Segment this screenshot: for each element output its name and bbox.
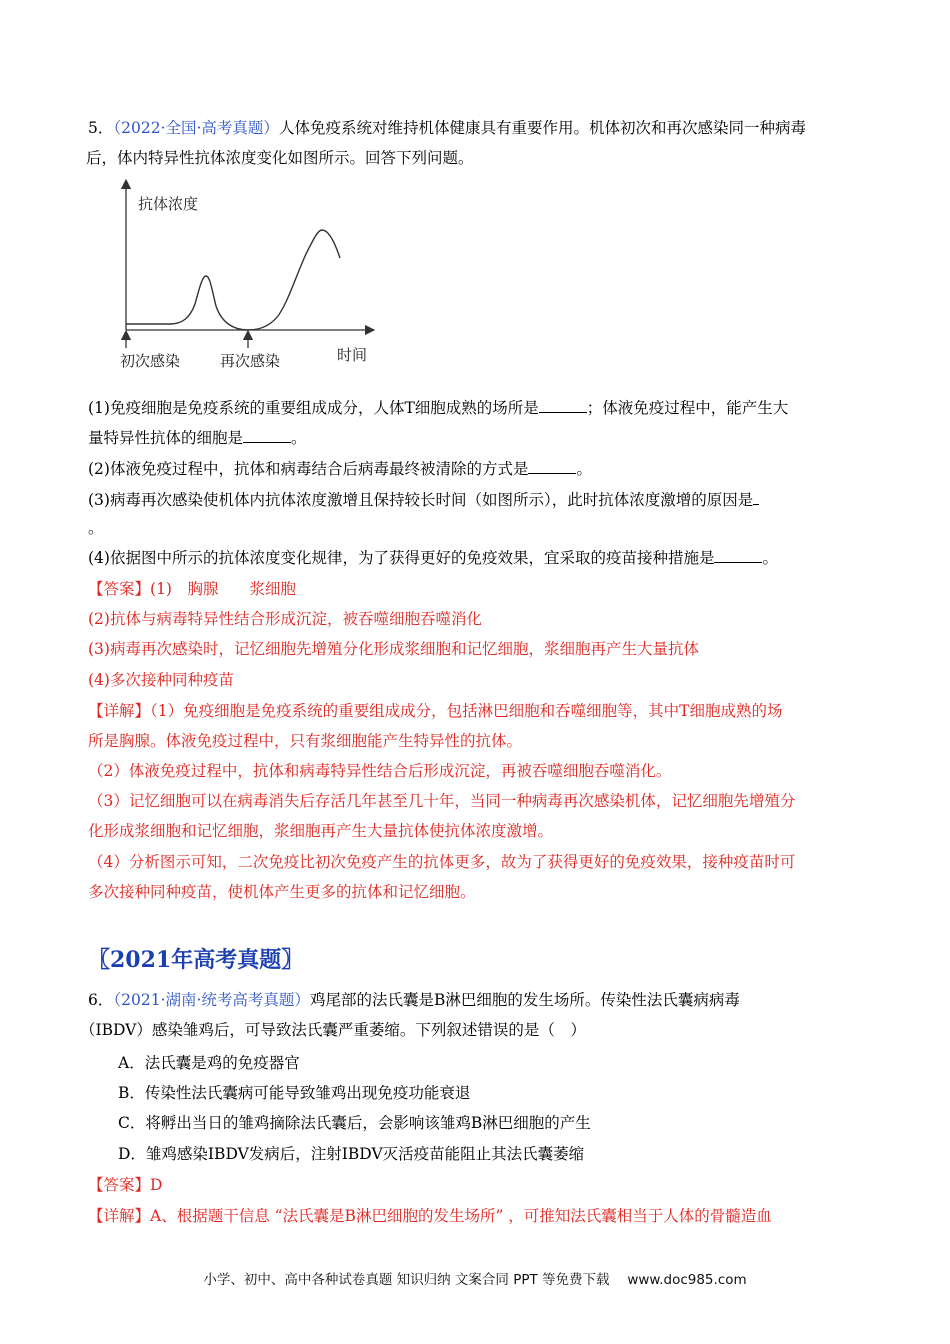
q5-answer-line2: (2)抗体与病毒特异性结合形成沉淀，被吞噬细胞吞噬消化 (88, 610, 482, 628)
answer-blank[interactable] (539, 398, 587, 413)
q5-detail-line3: （2）体液免疫过程中，抗体和病毒特异性结合后形成沉淀，再被吞噬细胞吞噬消化。 (88, 762, 672, 780)
q5-stem-line1: 5．（2022·全国·高考真题）人体免疫系统对维持机体健康具有重要作用。机体初次和再次感染同一种病毒 (88, 119, 806, 137)
q5-detail-line4: （3）记忆细胞可以在病毒消失后存活几年甚至几十年，当同一种病毒再次感染机体，记忆细胞先增殖分 (88, 792, 796, 810)
first-infection-label: 初次感染 (120, 352, 181, 370)
section-heading: 〖2021年高考真题〗 (88, 947, 304, 973)
q6-stem-line1: 6．（2021·湖南·统考高考真题）鸡尾部的法氏囊是B淋巴细胞的发生场所。传染性法氏囊病病毒 (88, 991, 740, 1009)
answer-blank[interactable] (753, 490, 759, 505)
q6-source: （2021·湖南·统考高考真题） (113, 991, 310, 1009)
q5-sub1-line2: 量特异性抗体的细胞是 。 (88, 429, 307, 447)
q5-detail-line7: 多次接种同种疫苗，使机体产生更多的抗体和记忆细胞。 (88, 883, 476, 901)
q5-answer-line1: 【答案】(1) 胸腺 浆细胞 (88, 580, 296, 598)
x-axis-label: 时间 (337, 346, 368, 364)
q5-sub3: (3)病毒再次感染使机体内抗体浓度激增且保持较长时间（如图所示），此时抗体浓度激增的原因是 (88, 490, 759, 510)
q5-detail-line6: （4）分析图示可知，二次免疫比初次免疫产生的抗体更多，故为了获得更好的免疫效果，接种疫苗时可 (88, 853, 796, 871)
detail-tag: 【详解】 (88, 702, 151, 720)
q5-sub2: (2)体液免疫过程中，抗体和病毒结合后病毒最终被清除的方式是 。 (88, 460, 592, 478)
q6-option-b[interactable]: B．传染性法氏囊病可能导致雏鸡出现免疫功能衰退 (118, 1084, 471, 1102)
detail-tag: 【详解】 (88, 1207, 151, 1225)
q5-detail-line1: 【详解】（1）免疫细胞是免疫系统的重要组成成分，包括淋巴细胞和吞噬细胞等，其中T细胞成熟的场 (88, 702, 783, 720)
q5-number: 5． (88, 119, 114, 137)
answer-tag: 【答案】 (88, 580, 151, 598)
antibody-graph (100, 178, 380, 378)
q5-detail-line5: 化形成浆细胞和记忆细胞，浆细胞再产生大量抗体使抗体浓度激增。 (88, 822, 554, 840)
q5-stem-line2: 后，体内特异性抗体浓度变化如图所示。回答下列问题。 (86, 149, 474, 167)
q6-stem-line2: （IBDV）感染雏鸡后，可导致法氏囊严重萎缩。下列叙述错误的是（ ） (80, 1021, 586, 1039)
q5-detail-line2: 所是胸腺。体液免疫过程中，只有浆细胞能产生特异性的抗体。 (88, 732, 523, 750)
second-infection-label: 再次感染 (220, 352, 281, 370)
q6-option-d[interactable]: D．雏鸡感染IBDV发病后，注射IBDV灭活疫苗能阻止其法氏囊萎缩 (118, 1145, 585, 1163)
q6-option-a[interactable]: A．法氏囊是鸡的免疫器官 (118, 1054, 300, 1072)
q5-sub4: (4)依据图中所示的抗体浓度变化规律，为了获得更好的免疫效果，宜采取的疫苗接种措施是 。 (88, 549, 778, 567)
page-footer: 小学、初中、高中各种试卷真题 知识归纳 文案合同 PPT 等免费下载 www.doc985.com (203, 1272, 747, 1288)
q5-sub1-line1: (1)免疫细胞是免疫系统的重要组成成分，人体T细胞成熟的场所是 ；体液免疫过程中，能产生大 (88, 399, 789, 417)
q6-detail-line1: 【详解】A、根据题干信息 “法氏囊是B淋巴细胞的发生场所” ，可推知法氏囊相当于人体的骨髓造血 (88, 1207, 772, 1225)
answer-blank[interactable] (714, 548, 762, 563)
q5-source: （2022·全国·高考真题） (113, 119, 279, 137)
q5-sub3-end: 。 (88, 519, 104, 537)
q6-number: 6． (88, 991, 114, 1009)
q5-answer-line4: (4)多次接种同种疫苗 (88, 671, 234, 689)
q6-option-c[interactable]: C．将孵出当日的雏鸡摘除法氏囊后，会影响该雏鸡B淋巴细胞的产生 (118, 1114, 591, 1132)
answer-tag: 【答案】 (88, 1176, 151, 1194)
answer-blank[interactable] (243, 428, 291, 443)
q5-answer-line3: (3)病毒再次感染时，记忆细胞先增殖分化形成浆细胞和记忆细胞，浆细胞再产生大量抗体 (88, 640, 699, 658)
answer-blank[interactable] (528, 459, 576, 474)
y-axis-label: 抗体浓度 (138, 195, 199, 213)
q6-answer: 【答案】D (88, 1176, 163, 1194)
antibody-curve (126, 230, 340, 330)
